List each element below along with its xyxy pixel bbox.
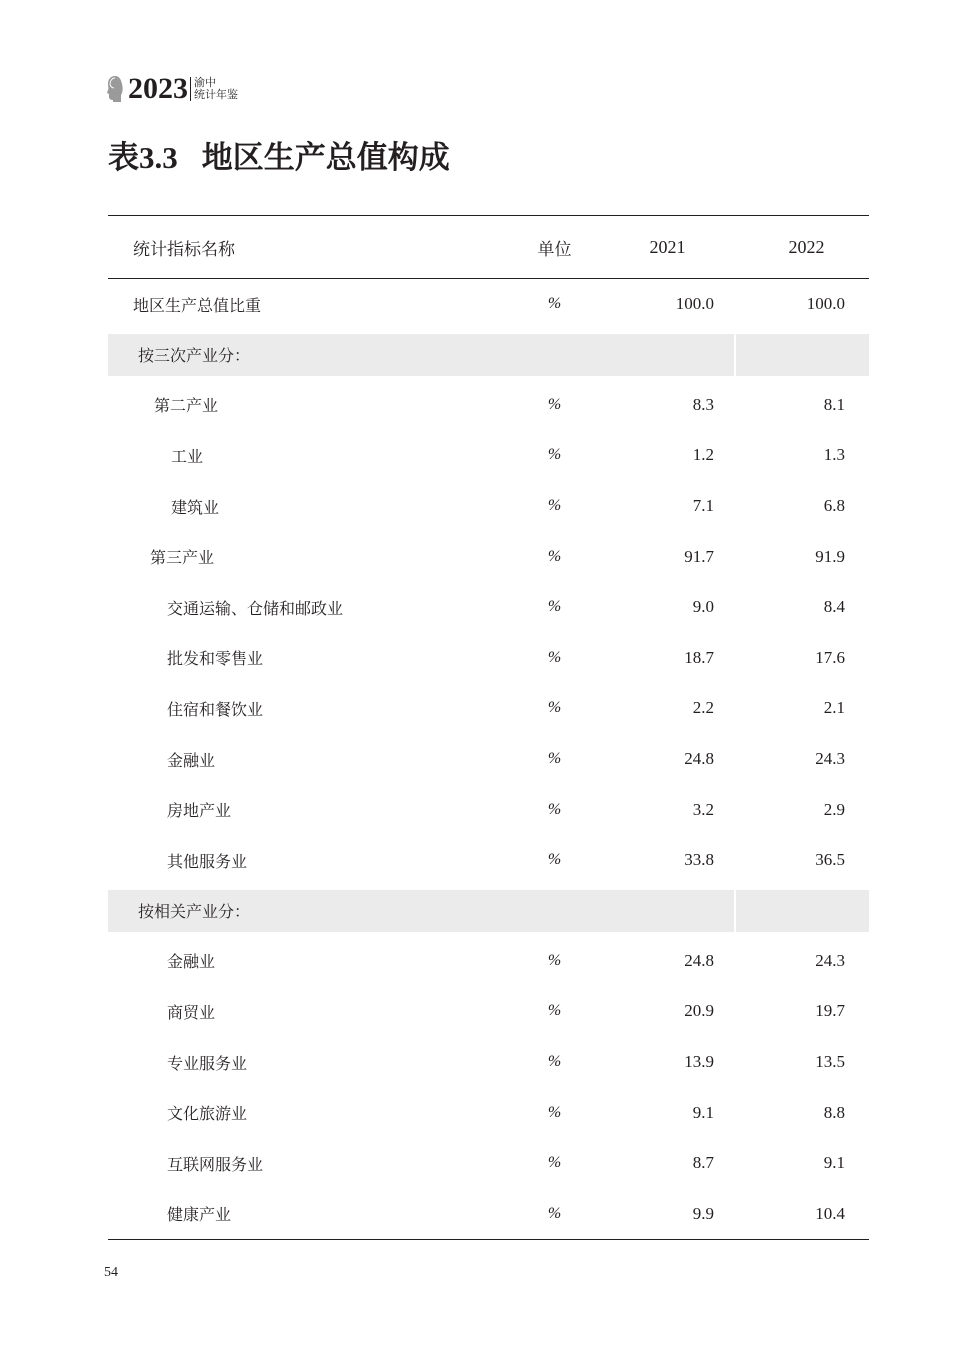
header-2021: 2021 [649,236,686,257]
unit-cell: % [547,446,562,464]
value-2022: 36.5 [815,850,845,870]
indicator-name: 其他服务业 [167,851,248,871]
page-number: 54 [104,1265,118,1280]
table-row [108,835,869,886]
indicator-name: 批发和零售业 [167,649,264,669]
table-row [108,531,869,582]
value-2022: 8.8 [823,1102,845,1122]
yearbook-year: 2023 [128,72,188,105]
unit-cell: % [547,800,562,818]
indicator-name: 房地产业 [167,801,232,821]
indicator-name: 专业服务业 [167,1053,248,1073]
section-label: 按相关产业分： [138,902,251,922]
value-2021: 2.2 [692,698,714,718]
indicator-name: 文化旅游业 [167,1104,248,1124]
yearbook-header [106,72,238,106]
header-indicator-name: 统计指标名称 [133,239,235,260]
table-header-row [108,216,869,279]
indicator-name: 第三产业 [150,548,215,568]
indicator-name: 第二产业 [154,396,219,416]
unit-cell: % [547,1204,562,1222]
indicator-name: 健康产业 [167,1205,232,1225]
value-2022: 9.1 [823,1153,845,1173]
value-2021: 9.1 [692,1102,714,1122]
value-2022: 8.1 [823,394,845,414]
value-2022: 19.7 [815,1001,845,1021]
table-row [108,1138,869,1189]
value-2022: 24.3 [815,950,845,970]
unit-cell: % [547,1154,562,1172]
indicator-name: 地区生产总值比重 [133,295,262,315]
table-row [108,1087,869,1138]
unit-cell [508,890,601,932]
value-2021: 7.1 [692,496,714,516]
table-row [108,582,869,633]
section-label: 按三次产业分： [138,346,251,366]
value-2021: 9.0 [692,597,714,617]
unit-cell: % [547,1053,562,1071]
value-2021: 8.3 [692,394,714,414]
unit-cell: % [547,648,562,666]
value-2022: 2.9 [823,799,845,819]
table-row [108,683,869,734]
indicator-name: 工业 [171,446,204,466]
value-2022: 6.8 [823,496,845,516]
value-2021: 91.7 [684,546,714,566]
value-2022: 17.6 [815,647,845,667]
value-2021: 33.8 [684,850,714,870]
value-2021: 100.0 [675,294,714,314]
unit-cell: % [547,547,562,565]
unit-cell: % [547,750,562,768]
unit-cell: % [547,851,562,869]
unit-cell: % [547,395,562,413]
unit-cell: % [547,699,562,717]
statistics-table [108,215,869,1240]
table-row [108,1037,869,1088]
unit-cell: % [547,295,562,313]
table-row [108,784,869,835]
indicator-name: 商贸业 [167,1002,216,1022]
value-2021: 24.8 [684,950,714,970]
value-2022: 13.5 [815,1052,845,1072]
value-2022: 1.3 [823,445,845,465]
value-2022: 10.4 [815,1203,845,1223]
value-2021 [601,334,734,376]
unit-cell: % [547,1103,562,1121]
yearbook-name-line1: 渝中 [194,76,216,89]
yearbook-name-line2: 统计年鉴 [194,88,238,101]
table-section-row [108,334,869,376]
table-title-text: 地区生产总值构成 [201,140,450,176]
unit-cell: % [547,497,562,515]
value-2022: 24.3 [815,749,845,769]
table-row [108,279,869,330]
yearbook-name [194,77,238,101]
value-2022: 91.9 [815,546,845,566]
value-2021: 3.2 [692,799,714,819]
profile-head-icon [106,75,124,103]
table-row [108,430,869,481]
table-row [108,481,869,532]
indicator-name: 交通运输、仓储和邮政业 [167,598,344,618]
value-2022 [734,334,869,376]
table-row [108,734,869,785]
indicator-name: 金融业 [167,750,216,770]
table-row [108,936,869,987]
value-2021: 20.9 [684,1001,714,1021]
value-2021: 18.7 [684,647,714,667]
value-2021: 1.2 [692,445,714,465]
indicator-name: 住宿和餐饮业 [167,699,264,719]
table-section-row [108,890,869,932]
value-2022: 2.1 [823,698,845,718]
page-title [108,138,450,178]
value-2022: 100.0 [806,294,845,314]
header-unit: 单位 [537,239,572,260]
table-row [108,986,869,1037]
value-2022: 8.4 [823,597,845,617]
table-number: 表3.3 [108,140,178,175]
header-divider [190,77,191,101]
header-2022: 2022 [788,236,825,257]
value-2021: 13.9 [684,1052,714,1072]
indicator-name: 互联网服务业 [167,1154,264,1174]
unit-cell: % [547,1002,562,1020]
value-2021: 9.9 [692,1203,714,1223]
value-2022 [734,890,869,932]
table-row [108,1189,869,1240]
value-2021: 8.7 [692,1153,714,1173]
table-row [108,380,869,431]
unit-cell: % [547,598,562,616]
table-body [108,279,869,1239]
table-row [108,633,869,684]
unit-cell [508,334,601,376]
value-2021 [601,890,734,932]
value-2021: 24.8 [684,749,714,769]
unit-cell: % [547,951,562,969]
indicator-name: 建筑业 [171,497,220,517]
indicator-name: 金融业 [167,952,216,972]
